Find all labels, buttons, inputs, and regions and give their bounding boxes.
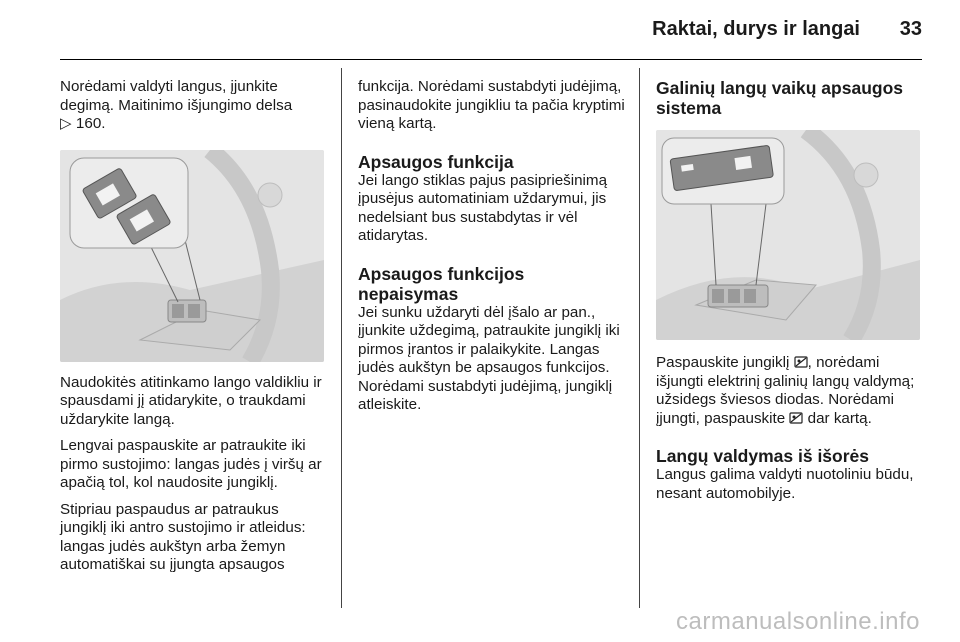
- protection-function-paragraph: Jei lango stiklas pajus pasipriešinimą įpusėjus automatiniam uždarymui, jis nedelsiant bus sustabdytas ir vėl atidarytas.: [358, 171, 608, 244]
- page-header-title: Raktai, durys ir langai: [652, 18, 860, 40]
- protection-override-heading: Apsaugos funkcijos nepaisymas: [358, 263, 525, 304]
- intro-paragraph: Norėdami valdyti langus, įjunkite degimą. Maitinimo išjungimo delsa ▷ 160.: [60, 78, 293, 132]
- rear-window-child-lock-illustration: [656, 130, 920, 340]
- protection-function-heading: Apsaugos funkcija: [358, 151, 514, 172]
- child-lock-icon: [789, 412, 803, 424]
- reference-arrow-icon: ▷: [60, 115, 72, 132]
- external-window-control-heading: Langų valdymas iš išorės: [656, 446, 870, 466]
- column-divider-1: [341, 68, 342, 608]
- child-lock-heading: Galinių langų vaikų apsaugos sistema: [656, 78, 903, 118]
- external-window-control-paragraph: Langus galima valdyti nuotoliniu būdu, nesant automobilyje.: [656, 466, 914, 502]
- child-lock-paragraph: Paspauskite jungiklį , norėdami išjungti elektrinį galinių langų valdymą; užsidegs šviesos diodas. Norėdami įjungti, paspauskite dar kartą.: [656, 354, 915, 427]
- column-1: [60, 78, 328, 583]
- second-stop-paragraph: Stipriau paspaudus ar patraukus jungiklį iki antro sustojimo ir atleidus: langas judės aukštyn arba žemyn automatiškai su įjungta apsaugos: [60, 500, 306, 573]
- protection-override-paragraph: Jei sunku uždaryti dėl įšalo ar pan., įjunkite uždegimą, patraukite jungiklį iki pirmos įrantos ir palaikykite. Langas judės aukštyn be apsaugos funkcijos. Norėdami sustabdyti judėjimą, jungiklį atleiskite.: [358, 303, 620, 413]
- header-rule: [60, 59, 922, 60]
- page-reference-link[interactable]: 160.: [75, 115, 106, 132]
- continued-paragraph: funkcija. Norėdami sustabdyti judėjimą, pasinaudokite jungikliu ta pačia kryptimi vieną kartą.: [358, 78, 625, 132]
- column-3: [656, 78, 926, 511]
- first-stop-paragraph: Lengvai paspauskite ar patraukite iki pirmo sustojimo: langas judės į viršų ar apačią tol, kol naudosite jungiklį.: [60, 437, 322, 491]
- power-window-switch-illustration: [60, 150, 324, 362]
- column-2: [358, 78, 628, 423]
- column-divider-2: [639, 68, 640, 608]
- child-lock-icon: [794, 356, 808, 368]
- operate-switch-paragraph: Naudokitės atitinkamo lango valdikliu ir spausdami jį atidarykite, o traukdami uždarykite langą.: [60, 373, 322, 428]
- page-number: 33: [899, 18, 922, 40]
- watermark: carmanualsonline.info: [676, 608, 920, 635]
